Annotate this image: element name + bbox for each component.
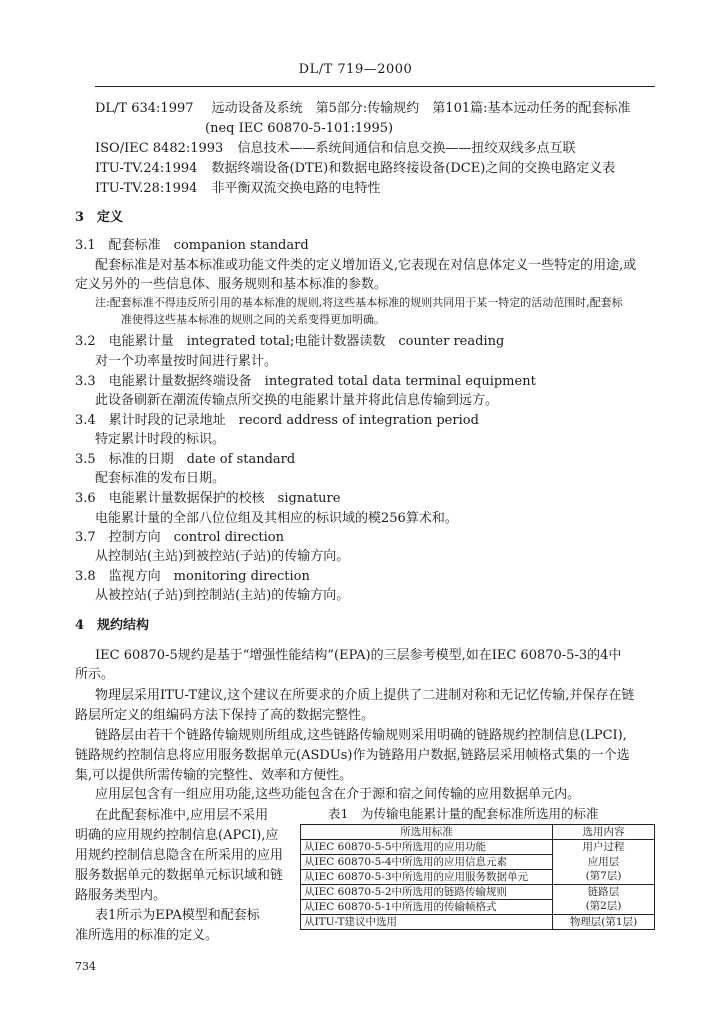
section-4-paragraph: 集,可以提供所需传输的完整性、效率和方便性。 [75, 768, 353, 783]
layer-cell: (第2层) [553, 900, 655, 915]
section-3-title: 3 定义 [75, 210, 124, 225]
definition-3-6-heading: 3.6 电能累计量数据保护的校核 signature [75, 491, 341, 506]
definition-3-8-body: 从被控站(子站)到控制站(主站)的传输方向。 [95, 588, 350, 603]
definition-3-5-heading: 3.5 标准的日期 date of standard [75, 452, 296, 467]
reference-item [95, 141, 576, 157]
table-row [301, 915, 655, 930]
side-paragraph: 准所选用的标准的定义。 [75, 928, 219, 943]
definition-3-3-body: 此设备刷新在潮流传输点所交换的电能累计量并将此信息传输到远方。 [95, 393, 499, 408]
reference-title: 非平衡双流交换电路的电特性 [211, 181, 381, 196]
definition-3-1-heading: 3.1 配套标准 companion standard [75, 238, 309, 253]
table-row [301, 855, 655, 870]
section-4-paragraph: IEC 60870-5规约是基于“增强性能结构”(EPA)的三层参考模型,如在IEC 60870-5-3的4中 [95, 648, 622, 663]
reference-code: ISO/IEC 8482:1993 [95, 141, 224, 156]
definition-3-6-body: 电能累计量的全部八位位组及其相应的标识域的模256算术和。 [95, 511, 458, 526]
definition-3-1-body: 定义另外的一些信息体、服务规则和基本标准的参数。 [75, 277, 388, 292]
side-paragraph: 表1所示为EPA模型和配套标 [95, 908, 260, 923]
definition-3-7-heading: 3.7 控制方向 control direction [75, 530, 284, 545]
definition-3-1-body: 配套标准是对基本标准或功能文件类的定义增加语义,它表现在对信息体定义一些特定的用途,或 [95, 258, 637, 273]
side-paragraph: 明确的应用规约控制信息(APCI),应 [75, 828, 279, 843]
layer-cell: (第7层) [553, 870, 655, 885]
reference-item [95, 101, 631, 117]
table-cell: 从IEC 60870-5-2中所选用的链路传输规则 [301, 885, 553, 900]
reference-note: (neq IEC 60870-5-101:1995) [205, 121, 394, 136]
reference-code: ITU-TV.24:1994 [95, 161, 198, 176]
definition-3-8-heading: 3.8 监视方向 monitoring direction [75, 569, 310, 584]
reference-item [95, 161, 615, 177]
section-4-paragraph: 所示。 [75, 667, 115, 682]
section-4-paragraph: 路层所定义的组编码方法下保持了高的数据完整性。 [75, 708, 375, 723]
column-header: 选用内容 [553, 825, 655, 840]
table-header-row [301, 825, 655, 840]
table-cell: 从IEC 60870-5-1中所选用的传输帧格式 [301, 900, 553, 915]
page-header: DL/T 719—2000 [298, 62, 413, 77]
layer-cell: 物理层(第1层) [553, 915, 655, 930]
definition-3-5-body: 配套标准的发布日期。 [95, 471, 226, 486]
definition-3-2-heading: 3.2 电能累计量 integrated total;电能计数器读数 counter reading [75, 334, 505, 349]
table-caption: 表1 为传输电能累计量的配套标准所选用的标准 [328, 806, 599, 821]
reference-title: 远动设备及系统 第5部分:传输规约 第101篇:基本远动任务的配套标准 [211, 101, 631, 116]
table-row [301, 840, 655, 855]
table-cell: 从ITU-T建议中选用 [301, 915, 553, 930]
definition-3-7-body: 从控制站(主站)到被控站(子站)的传输方向。 [95, 549, 350, 564]
definition-3-4-heading: 3.4 累计时段的记录地址 record address of integration period [75, 413, 479, 428]
table-row [301, 885, 655, 900]
side-paragraph: 用规约控制信息隐含在所采用的应用 [75, 848, 284, 863]
side-paragraph: 服务数据单元的数据单元标识域和链 [75, 868, 284, 883]
reference-code: ITU-TV.28:1994 [95, 181, 198, 196]
header-divider [95, 86, 655, 87]
page-number: 734 [75, 960, 96, 973]
section-4-paragraph: 应用层包含有一组应用功能,这些功能包含在介于源和宿之间传输的应用数据单元内。 [95, 787, 581, 802]
definition-3-3-heading: 3.3 电能累计量数据终端设备 integrated total data terminal equipment [75, 374, 536, 389]
reference-code: DL/T 634:1997 [95, 101, 194, 116]
standards-table [300, 824, 655, 930]
layer-cell: 用户过程 [553, 840, 655, 855]
side-paragraph: 在此配套标准中,应用层不采用 [95, 808, 269, 823]
section-4-paragraph: 链路规约控制信息将应用服务数据单元(ASDUs)作为链路用户数据,链路层采用帧格式集的一个选 [75, 748, 630, 763]
section-4-paragraph: 链路层由若干个链路传输规则所组成,这些链路传输规则采用明确的链路规约控制信息(LPCI), [95, 728, 627, 743]
reference-title: 数据终端设备(DTE)和数据电路终接设备(DCE)之间的交换电路定义表 [211, 161, 616, 176]
section-4-paragraph: 物理层采用ITU-T建议,这个建议在所要求的介质上提供了二进制对称和无记忆传输,并保存在链 [95, 688, 635, 703]
table-cell: 从IEC 60870-5-4中所选用的应用信息元素 [301, 855, 553, 870]
definition-3-4-body: 特定累计时段的标识。 [95, 432, 226, 447]
table-cell: 从IEC 60870-5-3中所选用的应用服务数据单元 [301, 870, 553, 885]
table-row [301, 900, 655, 915]
layer-cell: 应用层 [553, 855, 655, 870]
table-cell: 从IEC 60870-5-5中所选用的应用功能 [301, 840, 553, 855]
definition-3-1-note: 注:配套标准不得违反所引用的基本标准的规则,将这些基本标准的规则共同用于某一特定的活动范围时,配套标 [95, 296, 623, 309]
section-4-title: 4 规约结构 [75, 618, 150, 633]
definition-3-1-note: 准使得这些基本标准的规则之间的关系变得更加明确。 [121, 313, 385, 326]
reference-title: 信息技术——系统间通信和信息交换——扭绞双线多点互联 [237, 141, 576, 156]
column-header: 所选用标准 [301, 825, 553, 840]
side-paragraph: 路服务类型内。 [75, 888, 167, 903]
layer-cell: 链路层 [553, 885, 655, 900]
reference-item [95, 181, 381, 197]
table-row [301, 870, 655, 885]
definition-3-2-body: 对一个功率量按时间进行累计。 [95, 354, 278, 369]
